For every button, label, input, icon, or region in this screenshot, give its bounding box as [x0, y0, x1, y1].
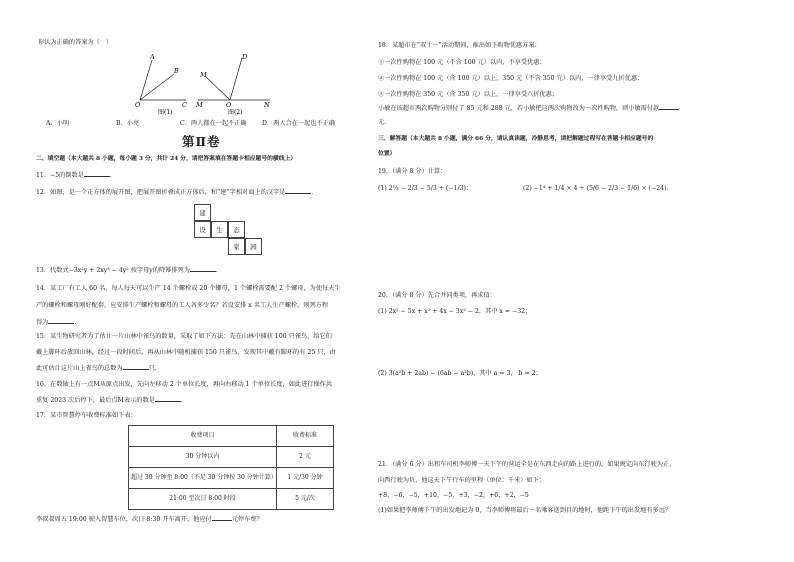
q18-line1: 18．某超市在“双十一”活动期间，推出如下购物优惠方案：	[378, 42, 541, 49]
q18-line6: 元．	[378, 119, 391, 126]
q13-answer-blank[interactable]	[190, 267, 216, 272]
table-row	[129, 468, 334, 489]
q15-end: 只．	[148, 365, 161, 372]
fig2-ray-od	[230, 58, 242, 100]
q19: 19．（满分 8 分）计算：	[378, 168, 447, 175]
q11-answer-blank[interactable]	[84, 172, 110, 177]
net-cell-5: 家	[228, 238, 245, 255]
part3-header-line2: 位置）	[378, 151, 396, 157]
q17-question	[36, 516, 263, 524]
q15-line2: 戴上脚环后放回山林，经过一段时间后，再从山林中随机捕获 150 只雀鸟，发现其中戴有脚环的有 25 只，由	[36, 349, 336, 356]
part2-header: 二、填空题（本大题共 8 小题，每小题 3 分，共计 24 分，请把答案填在答题卡相应题号的横线上）	[36, 156, 297, 162]
fig1-label-b: B	[174, 67, 179, 75]
q14-line1: 14．某工厂有工人 60 名，每人每天可以生产 14 个螺栓或 20 个螺母，1 个螺栓需要配 2 个螺母，为使每天生	[36, 285, 341, 292]
fig1-ray-ob	[140, 74, 174, 100]
q21-line2: 向西行驶为负，他这天下午行车的里程（单位：千米）如下：	[378, 477, 546, 484]
parking-fee-table	[128, 425, 334, 510]
q18-line2: ①一次性购物在 100 元（不含 100 元）以内，不享受优惠；	[378, 59, 546, 66]
table-cell: 2 元	[277, 447, 334, 468]
q20: 20．（满分 8 分）先合并同类项，再求值：	[378, 292, 496, 299]
table-cell: 5 元/次	[277, 489, 334, 510]
q18-line5	[378, 105, 679, 113]
fig1-ray-oa	[140, 60, 152, 100]
net-cell-2: 设	[194, 221, 211, 238]
q13	[36, 267, 222, 275]
table-header-standard: 收费标准	[277, 426, 334, 447]
q12-end: ．	[311, 189, 318, 196]
angle-figures	[130, 50, 280, 116]
intro-line: 你认为正确的答案为（ ）	[38, 39, 113, 46]
q18-line4: ③一次性购物在 350 元（含 350 元）以上，一律享受八折优惠；	[378, 91, 558, 98]
table-cell: 1 元/30 分钟	[277, 468, 334, 489]
q14-end: ．	[74, 319, 81, 326]
q15-line1: 15．某生物研究者为了估计一片山林中雀鸟的数量，采取了如下方法：先在山林中捕获 100 只雀鸟，给它们	[36, 333, 332, 340]
fig2-ray-om	[206, 77, 230, 100]
q18-text: 小敏在该超市两次购物分别付了 85 元和 288 元，若小敏把这两次购物改为一次性购物，则小敏需付款	[378, 105, 660, 112]
table-row	[129, 489, 334, 510]
q12-text: 12．如图，是一个正方体的展开图，把展开图折叠成正方体后，和“建”字相对面上的汉字是	[36, 189, 286, 196]
q16-line2	[36, 397, 187, 405]
q14-answer-blank[interactable]	[48, 319, 74, 324]
fig1-label-o: O	[135, 101, 141, 109]
net-cell-6: 园	[245, 238, 262, 255]
net-cell-1: 建	[194, 204, 211, 221]
q12-answer-blank[interactable]	[285, 189, 311, 194]
q13-end: ．	[215, 267, 223, 274]
q21-line3: +8，−6，−5，+10，−5，+3，−2，+6，+2，−5	[378, 492, 529, 499]
q11-text: 11．−5的倒数是	[36, 172, 84, 179]
q16-line1: 16．在数轴上有一点M从原点出发，先向左移动 2 个单位长度，再向右移动 1 个单位长度，如此进行操作共	[36, 381, 333, 388]
q20-part1: (1) 2x² − 5x + x² + 4x − 3x² − 2，其中 x = −32；	[378, 308, 532, 315]
net-cell-3: 生	[211, 221, 228, 238]
table-row	[129, 426, 334, 447]
q14-text: 得为	[36, 319, 49, 326]
q17-text: 李叔叔周五 19:00 驶入智慧车位，次日 8:30 开车离开，他应付	[36, 516, 212, 523]
q18-line3: ②一次性购物在 100 元（含 100 元）以上，350 元（不含 350 元）以内，一律享受九折优惠；	[378, 75, 644, 82]
q17: 17．某市智慧停车收费标准如下表：	[36, 412, 137, 419]
table-cell: 30 分钟以内	[129, 447, 277, 468]
q21-line4: (1)如果把李师傅下午的出发地记为 0，当李师傅将最后一名乘客送到目的地时，他距下午的出发地有多远？	[378, 507, 672, 514]
fig1-label-a: A	[150, 53, 155, 61]
option-b: B．小亮	[116, 120, 140, 127]
q18-answer-blank[interactable]	[659, 105, 679, 110]
q16-end: ．	[180, 397, 188, 404]
q17-end: 元停车费？	[231, 516, 263, 523]
q15-text: 此可估计这片山上雀鸟的总数为	[36, 365, 123, 372]
net-cell-4: 态	[228, 221, 245, 238]
option-d: D．两人合在一起也不正确	[262, 120, 336, 127]
q16-answer-blank[interactable]	[155, 397, 181, 402]
q15-answer-blank[interactable]	[123, 365, 149, 370]
q16-text: 重复 2023 次后停下，最后点M表示的数是	[36, 397, 155, 404]
option-c: C．两人都在一起不正确	[180, 120, 247, 127]
q12	[36, 189, 318, 197]
q21-line1: 21．（满分 6 分）出租车司机李师傅一天下午的营运全是在东西走向的路上进行的，如果规定向东行驶为正，	[378, 461, 676, 468]
option-a: A．小明	[46, 120, 70, 127]
section-title: 第Ⅱ卷	[182, 134, 221, 149]
left-column	[30, 0, 375, 562]
fig2-label-o: O	[226, 101, 232, 109]
fig2-caption: 图(2)	[228, 109, 243, 116]
right-column	[378, 0, 773, 562]
q20-part2: (2) 3(a²b + 2ab) − (6ab − a²b)，其中 a = 3， b = 2；	[378, 370, 542, 377]
fig1-label-c: C	[182, 101, 187, 109]
fig2-label-m: M	[196, 101, 203, 109]
table-row	[129, 447, 334, 468]
q11-end: ．	[109, 172, 117, 179]
q15-line3	[36, 365, 161, 373]
q14-line3	[36, 319, 81, 327]
table-cell: 21:00 至次日 8:00 时段	[129, 489, 277, 510]
q11	[36, 172, 116, 180]
fig2-label-d: D	[242, 53, 248, 61]
table-header-item: 收费项目	[129, 426, 277, 447]
fig2-label-n: N	[264, 101, 270, 109]
fig1-caption: 图(1)	[158, 109, 173, 116]
q19-part2: (2) −1⁴ + 1/4 × 4 ÷ (5/6 − 2/3 − 1/6) × (−24)．	[523, 185, 673, 192]
q17-answer-blank[interactable]	[212, 516, 232, 521]
q13-text: 13．代数式−3x²y + 2xy³ − 4y² 按字母y的降幂排列为	[36, 267, 190, 274]
q14-line2: 产的螺栓和螺母刚好配套，应安排生产螺栓和螺母的工人各多少名？若设安排 x 名工人生产螺栓，则列方程	[36, 302, 329, 309]
part3-header-line1: 三、解答题（本大题共 8 小题，满分 66 分，请认真读题，冷静思考，请把解题过程写在答题卡相应题号的	[378, 136, 654, 142]
fig2-label-m-upper: M	[200, 71, 207, 79]
q19-part1: (1) 2⅓ − 2/3 − 5/3 + (−1/3)；	[378, 185, 473, 192]
table-cell: 超过 30 分钟至 8:00（不足 30 分钟按 30 分钟计算）	[129, 468, 277, 489]
